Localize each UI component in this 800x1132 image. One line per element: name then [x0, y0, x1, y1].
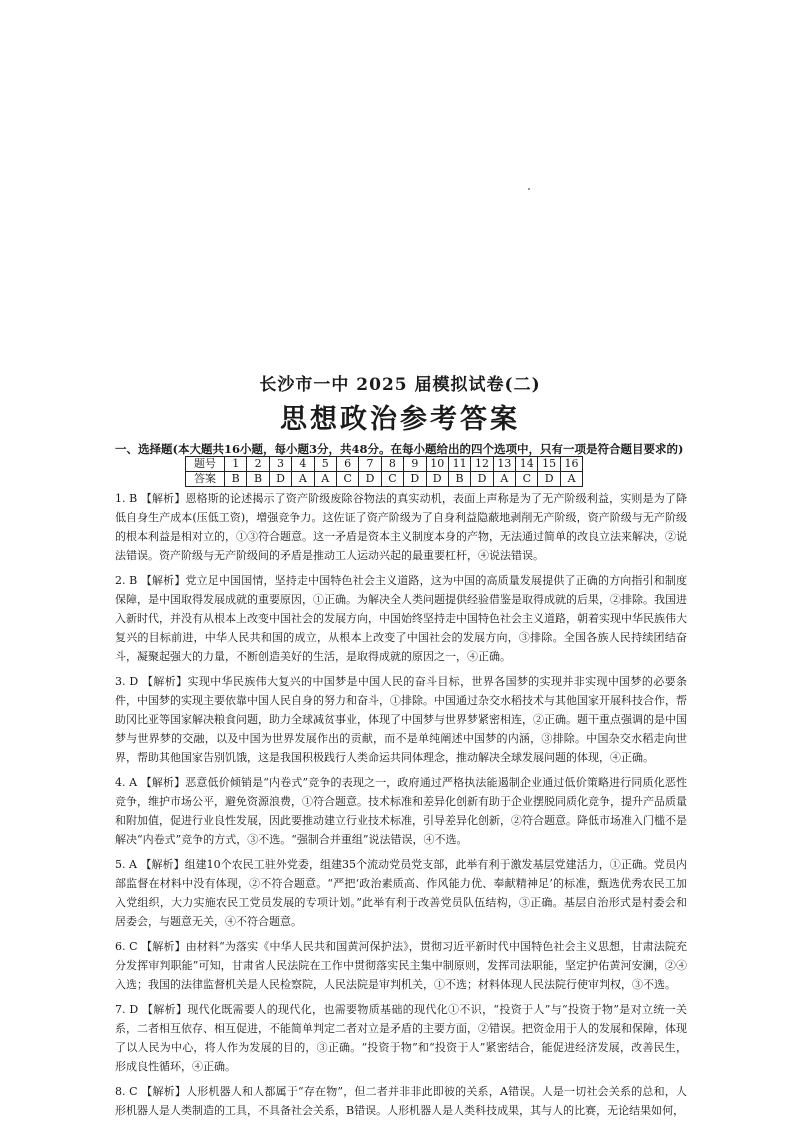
row-label: 答案: [186, 472, 225, 487]
question-number-cell: 13: [493, 457, 515, 472]
answer-cell: B: [247, 472, 269, 487]
answer-cell: C: [336, 472, 358, 487]
answer-cell: B: [225, 472, 247, 487]
explanation-item: 1. B 【解析】恩格斯的论述揭示了资产阶级废除谷物法的真实动机，表面上声称是为了无产阶级利益，实则是为了降低自身生产成本(压低工资)，增强竞争力。这佐证了资产阶级为了自身利益隐蔽地剥削无产阶级，资产阶级与无产阶级的根本利益是相对立的，①③符合题意。这一矛盾是资本主义制度本身的产物，无法通过简单的改良立法来解决，②说法错误。资产阶级与无产阶级间的矛盾是推动工人运动兴起的最重要杠杆，④说法错误。: [115, 492, 687, 562]
question-number-cell: 12: [471, 457, 493, 472]
question-number-cell: 1: [225, 457, 247, 472]
question-number-cell: 9: [404, 457, 426, 472]
answer-cell: D: [269, 472, 291, 487]
answer-cell: A: [292, 472, 314, 487]
answer-cell: D: [426, 472, 448, 487]
answer-cell: D: [538, 472, 560, 487]
exam-title: 长沙市一中 2025 届模拟试卷(二): [259, 375, 541, 395]
answer-table: [185, 456, 583, 487]
row-label: 题号: [186, 457, 225, 472]
explanation-item: 6. C 【解析】由材料“为落实《中华人民共和国黄河保护法》，贯彻习近平新时代中国特色社会主义思想，甘肃法院充分发挥审判职能”可知，甘肃省人民法院在工作中贯彻落实民主集中制原则，发挥司法职能，坚定护佑黄河安澜，②④入选；我国的法律监督机关是人民检察院，人民法院是审判机关，①不选；材料体现人民法院行使审判权，③不选。: [115, 940, 687, 991]
question-number-cell: 10: [426, 457, 448, 472]
question-number-cell: 16: [560, 457, 582, 472]
question-number-cell: 8: [381, 457, 403, 472]
scan-speck: [528, 188, 530, 190]
question-number-cell: 15: [538, 457, 560, 472]
answer-cell: D: [404, 472, 426, 487]
explanation-item: 7. D 【解析】现代化既需要人的现代化，也需要物质基础的现代化①不识，“投资于人”与“投资于物”是对立统一关系，二者相互依存、相互促进，不能简单判定二者对立是矛盾的主要方面，②错误。把资金用于人的发展和保障，体现了以人民为中心，将人作为发展的目的，③正确。“投资于物”和“投资于人”紧密结合，能促进经济发展，改善民生，形成良性循环，④正确。: [115, 1003, 687, 1073]
question-number-cell: 5: [314, 457, 336, 472]
explanation-item: 3. D 【解析】实现中华民族伟大复兴的中国梦是中国人民的奋斗目标，世界各国梦的实现并非实现中国梦的必要条件，中国梦的实现主要依靠中国人民自身的努力和奋斗，①排除。中国通过杂交水稻技术与其他国家开展科技合作，帮助冈比亚等国家解决粮食问题，助力全球减贫事业，体现了中国梦与世界梦紧密相连，②正确。题干重点强调的是中国梦与世界梦的交融，以及中国为世界发展作出的贡献，而不是单纯阐述中国梦的内涵，③排除。中国杂交水稻走向世界，帮助其他国家告别饥饿，这是我国积极践行人类命运共同体理念，推动解决全球发展问题的体现，④正确。: [115, 675, 687, 764]
answer-cell: A: [560, 472, 582, 487]
question-number-cell: 11: [448, 457, 470, 472]
answer-cell: D: [359, 472, 381, 487]
question-number-cell: 3: [269, 457, 291, 472]
answer-cell: C: [381, 472, 403, 487]
explanation-list: [115, 489, 687, 1126]
explanation-item: 8. C 【解析】人形机器人和人都属于“存在物”，但二者并非非此即彼的关系，A错误。人是一切社会关系的总和，人形机器人是人类制造的工具，不具备社会关系，B错误。人形机器人是人类科技成果，其与人的比赛，无论结果如何，: [115, 1085, 687, 1117]
answer-cell: C: [516, 472, 538, 487]
answer-cell: A: [493, 472, 515, 487]
explanation-item: 2. B 【解析】党立足中国国情，坚持走中国特色社会主义道路，这为中国的高质量发展提供了正确的方向指引和制度保障，是中国取得发展成就的重要原因，①正确。为解决全人类问题提供经验借鉴是取得成就的后果，②排除。我国进入新时代，并没有从根本上改变中国社会的发展方向，中国始终坚持走中国特色社会主义道路，朝着实现中华民族伟大复兴的目标前进，中华人民共和国的成立，从根本上改变了中国社会的发展方向，③排除。全国各族人民持续团结奋斗，凝聚起强大的力量，不断创造美好的生活，是取得成就的原因之一，④正确。: [115, 574, 687, 663]
explanation-item: 4. A 【解析】恶意低价倾销是“内卷式”竞争的表现之一，政府通过严格执法能遏制企业通过低价策略进行同质化恶性竞争，维护市场公平，避免资源浪费，①符合题意。技术标准和差异化创新有助于企业摆脱同质化竞争，提升产品质量和附加值，促进行业良性发展，因此要推动建立行业技术标准，引导差异化创新，②符合题意。降低市场准入门槛不是解决“内卷式”竞争的方式，③不选。“强制合并重组”说法错误，④不选。: [115, 776, 687, 846]
question-number-cell: 6: [336, 457, 358, 472]
question-number-cell: 14: [516, 457, 538, 472]
question-number-cell: 7: [359, 457, 381, 472]
question-number-cell: 4: [292, 457, 314, 472]
answer-cell: A: [314, 472, 336, 487]
answer-row: [186, 472, 583, 487]
section-heading: 一、选择题(本大题共16小题，每小题3分，共48分。在每小题给出的四个选项中，只有一项是符合题目要求的): [115, 442, 684, 456]
answer-cell: B: [448, 472, 470, 487]
answer-cell: D: [471, 472, 493, 487]
question-number-cell: 2: [247, 457, 269, 472]
document-subtitle: 思想政治参考答案: [280, 404, 520, 435]
explanation-item: 5. A 【解析】组建10个农民工驻外党委，组建35个流动党员党支部，此举有利于激发基层党建活力，①正确。党员内部监督在材料中没有体现，②不符合题意。“严把‘政治素质高、作风能力优、奉献精神足’的标准，甄选优秀农民工加入党组织，大力实施农民工党员发展的专项计划。”此举有利于改善党员队伍结构，③正确。基层自治形式是村委会和居委会，与题意无关，④不符合题意。: [115, 858, 687, 928]
question-number-row: [186, 457, 583, 472]
